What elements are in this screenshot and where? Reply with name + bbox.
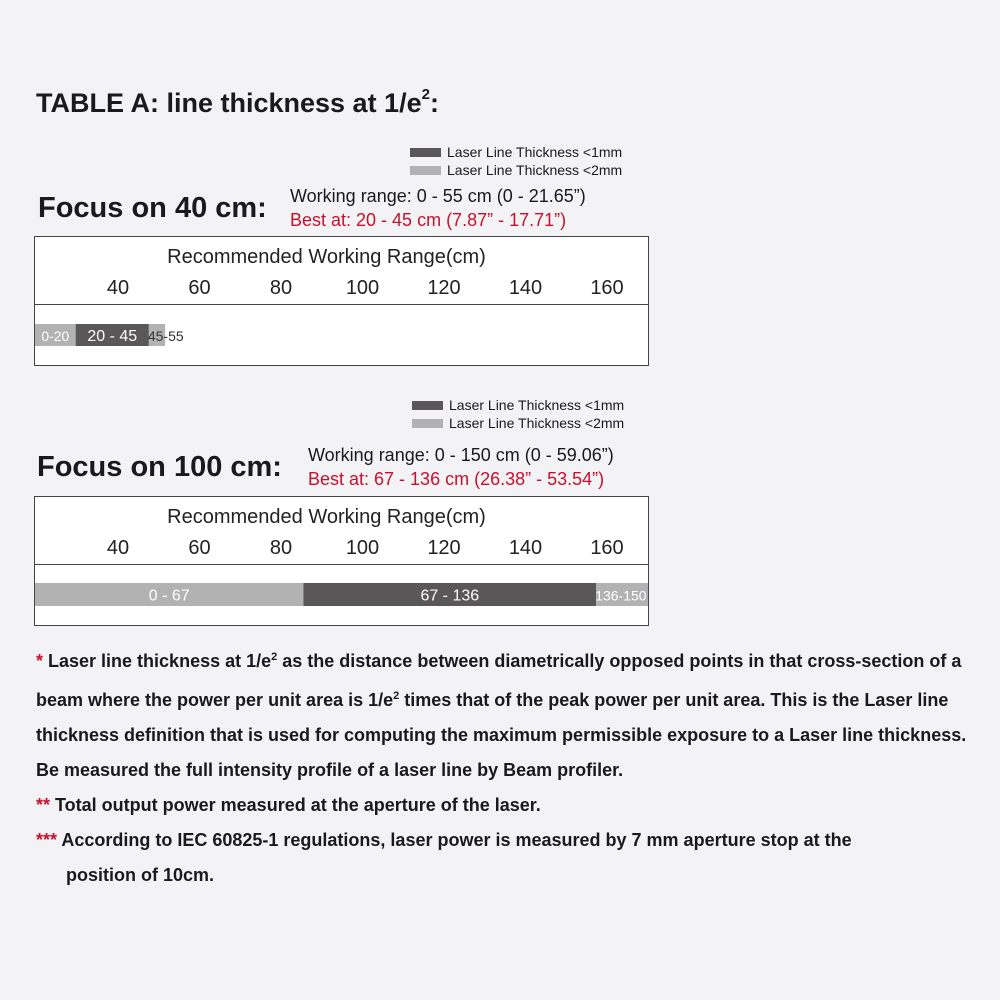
bar-label: 20 - 45 bbox=[87, 328, 138, 345]
focus40-working-range: Working range: 0 - 55 cm (0 - 21.65”) bbox=[290, 186, 586, 206]
tick-label: 60 bbox=[188, 277, 211, 299]
tick-label: 100 bbox=[345, 537, 380, 559]
legend-item-thick bbox=[410, 161, 622, 179]
main-title: TABLE A: line thickness at $1/e^2$: bbox=[36, 86, 439, 118]
bar-label: 136-150 bbox=[595, 587, 647, 604]
footnote-3 bbox=[36, 823, 971, 858]
focus40-best-range: Best at: 20 - 45 cm (7.87” - 17.71”) bbox=[290, 210, 567, 230]
footnote-2 bbox=[36, 788, 971, 823]
chart-title: Recommended Working Range(cm) bbox=[167, 246, 486, 268]
tick-label: 80 bbox=[269, 277, 293, 299]
legend-label: Laser Line Thickness <2mm bbox=[447, 162, 623, 178]
legend-label: Laser Line Thickness <2mm bbox=[449, 415, 625, 431]
footnote-sup: 2 bbox=[393, 690, 400, 702]
focus100-info bbox=[308, 443, 614, 491]
tick-label: 40 bbox=[106, 537, 130, 559]
tick-label: 160 bbox=[590, 537, 624, 559]
footnote-1 bbox=[36, 640, 971, 788]
tick-label: 120 bbox=[427, 277, 461, 299]
focus100-best-range: Best at: 67 - 136 cm (26.38” - 53.54”) bbox=[308, 469, 605, 489]
footnote-text: Laser line thickness at 1/e bbox=[43, 651, 272, 671]
bar-label: 45-55 bbox=[147, 328, 184, 344]
footnote-star: * bbox=[36, 651, 44, 671]
tick-label: 120 bbox=[427, 537, 461, 559]
footnote-3-cont: position of 10cm. bbox=[66, 865, 215, 885]
footnote-text: Total output power measured at the aperture of the laser. bbox=[50, 795, 541, 815]
legend-item-thin bbox=[412, 396, 624, 414]
legend-label: Laser Line Thickness <1mm bbox=[447, 144, 623, 160]
chart-svg bbox=[35, 237, 648, 365]
focus40-title: Focus on 40 cm: bbox=[38, 192, 267, 224]
legend-label: Laser Line Thickness <1mm bbox=[449, 397, 625, 413]
legend-swatch-light bbox=[412, 419, 443, 428]
footnote-star: *** bbox=[36, 830, 58, 850]
chart-focus40 bbox=[34, 236, 649, 366]
bar-label: 0 - 67 bbox=[148, 587, 190, 605]
bar-label: 67 - 136 bbox=[420, 587, 480, 605]
focus40-info bbox=[290, 184, 586, 232]
legend-focus100 bbox=[412, 396, 624, 432]
legend-swatch-dark bbox=[410, 148, 441, 157]
tick-label: 60 bbox=[188, 537, 211, 559]
chart-focus100 bbox=[34, 496, 649, 626]
footnote-star: ** bbox=[36, 795, 51, 815]
footnote-text: times that of the peak power per unit area. This is the Laser line thickness definition that is used for computing the maximum permissible exposure to a Laser line thickness. Be measured the full intensity profile of a laser line by Beam profiler. bbox=[36, 690, 967, 780]
tick-label: 80 bbox=[269, 537, 293, 559]
legend-swatch-light bbox=[410, 166, 441, 175]
legend-swatch-dark bbox=[412, 401, 443, 410]
tick-label: 140 bbox=[508, 537, 543, 559]
chart-svg bbox=[35, 497, 648, 625]
footnote-sup: 2 bbox=[271, 651, 278, 663]
tick-label: 40 bbox=[106, 277, 130, 299]
focus100-working-range: Working range: 0 - 150 cm (0 - 59.06”) bbox=[308, 445, 614, 465]
tick-label: 160 bbox=[590, 277, 624, 299]
legend-item-thick bbox=[412, 414, 624, 432]
legend-focus40 bbox=[410, 143, 622, 179]
footnote-text: According to IEC 60825-1 regulations, laser power is measured by 7 mm aperture stop at the bbox=[57, 830, 852, 850]
footnote-text: as the distance between diametrically opposed points in that cross-section of a beam where the power per unit area is 1/e bbox=[36, 651, 962, 710]
focus100-title: Focus on 100 cm: bbox=[37, 451, 282, 483]
legend-item-thin bbox=[410, 143, 622, 161]
tick-label: 140 bbox=[508, 277, 543, 299]
footnotes bbox=[36, 640, 971, 893]
bar-label: 0-20 bbox=[41, 328, 70, 344]
chart-title: Recommended Working Range(cm) bbox=[167, 506, 486, 528]
tick-label: 100 bbox=[345, 277, 380, 299]
